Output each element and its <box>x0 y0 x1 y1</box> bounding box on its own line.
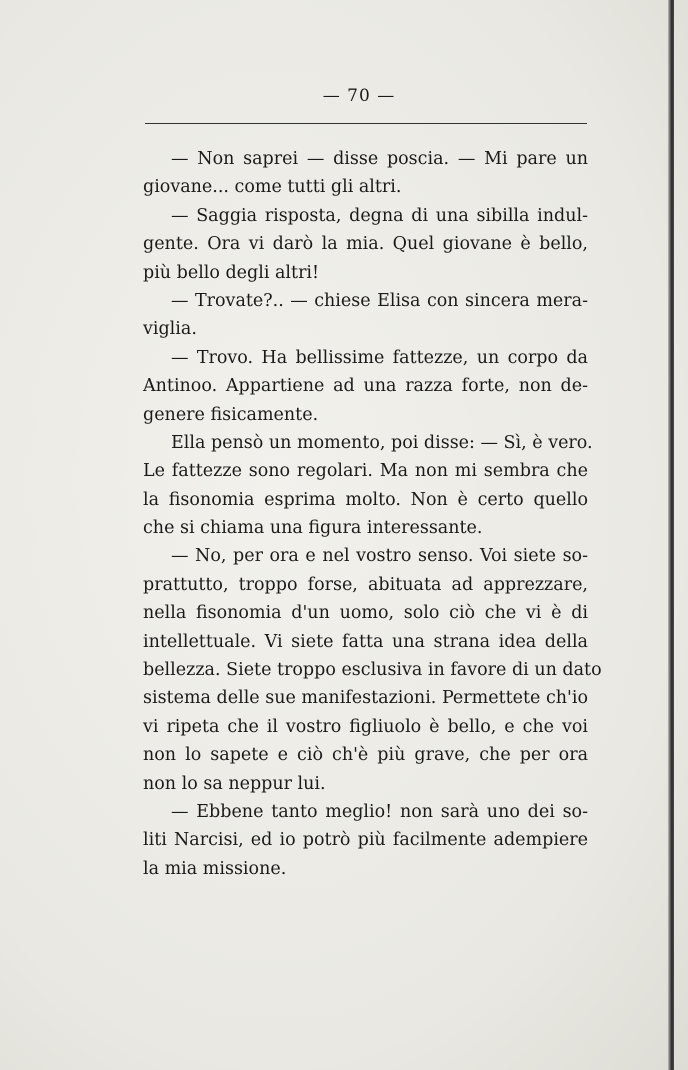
text-line: — Ebbene tanto meglio! non sarà uno dei so- <box>171 801 588 822</box>
text-line: sistema delle sue manifestazioni. Permettete ch'io <box>143 688 588 709</box>
text-line: intellettuale. Vi siete fatta una strana idea della <box>143 631 588 652</box>
header-rule <box>145 123 587 124</box>
text-line: Ella pensò un momento, poi disse: — Sì, è vero. <box>171 432 593 453</box>
text-line: vi ripeta che il vostro figliuolo è bello, e che voi <box>143 716 588 737</box>
text-line: — No, per ora e nel vostro senso. Voi siete so- <box>171 546 588 567</box>
body-text <box>143 145 602 883</box>
text-line: gente. Ora vi darò la mia. Quel giovane è bello, <box>143 234 588 255</box>
text-line: — Trovo. Ha bellissime fattezze, un corpo da <box>171 347 588 368</box>
text-line: bellezza. Siete troppo esclusiva in favore di un dato <box>143 660 602 681</box>
text-line: nella fisonomia d'un uomo, solo ciò che vi è di <box>143 603 588 624</box>
text-line: non lo sa neppur lui. <box>143 773 326 794</box>
text-line: la fisonomia esprima molto. Non è certo quello <box>143 489 588 510</box>
text-line: non lo sapete e ciò ch'è più grave, che per ora <box>143 745 588 766</box>
text-line: — Trovate?.. — chiese Elisa con sincera mera- <box>171 290 588 311</box>
text-line: liti Narcisi, ed io potrò più facilmente adempiere <box>143 830 588 851</box>
text-line: più bello degli altri! <box>143 262 320 283</box>
page-number: — 70 — <box>322 86 396 106</box>
text-line: viglia. <box>143 319 197 340</box>
text-line: giovane... come tutti gli altri. <box>143 177 402 198</box>
text-line: Antinoo. Appartiene ad una razza forte, non de- <box>143 376 588 397</box>
text-line: genere fisicamente. <box>143 404 319 425</box>
text-line: che si chiama una figura interessante. <box>143 518 483 539</box>
text-line: la mia missione. <box>143 858 287 879</box>
text-line: — Non saprei — disse poscia. — Mi pare un <box>171 149 588 169</box>
text-line: — Saggia risposta, degna di una sibilla indul- <box>171 205 588 226</box>
text-line: prattutto, troppo forse, abituata ad apprezzare, <box>143 574 588 595</box>
page-edge-shadow <box>668 0 674 1070</box>
text-line: Le fattezze sono regolari. Ma non mi sembra che <box>143 461 588 482</box>
